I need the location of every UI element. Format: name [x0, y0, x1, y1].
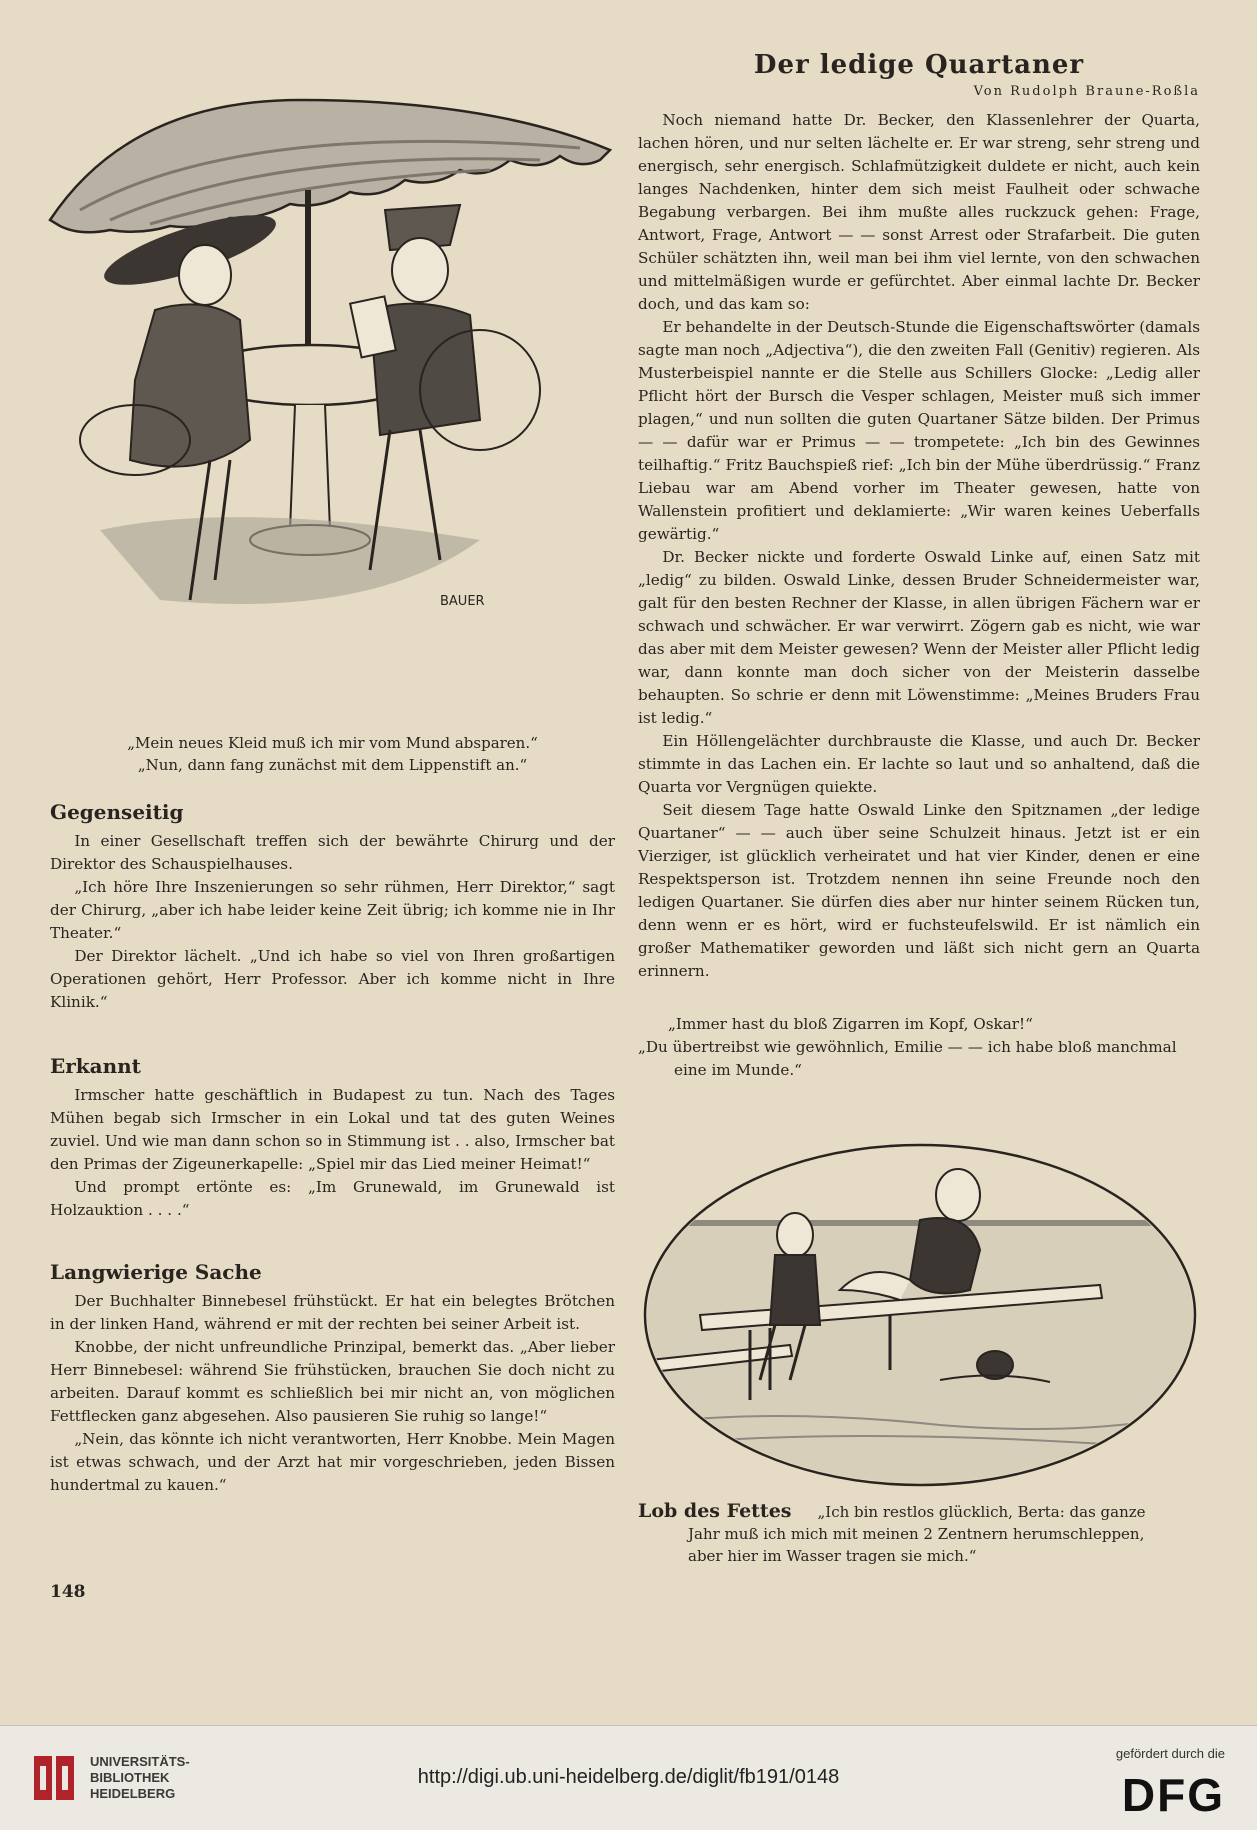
paragraph: In einer Gesellschaft treffen sich der bewährte Chirurg und der Direktor des Schauspielhauses. — [50, 832, 615, 873]
joke-line: eine im Munde.“ — [674, 1061, 802, 1079]
caption-line: „Nun, dann fang zunächst mit dem Lippenstift an.“ — [137, 756, 528, 774]
joke-line: „Immer hast du bloß Zigarren im Kopf, Oskar!“ — [668, 1015, 1033, 1033]
section-gegenseitig — [50, 800, 615, 1014]
paragraph: Und prompt ertönte es: „Im Grunewald, im Grunewald ist Holzauktion . . . .“ — [50, 1178, 615, 1219]
footer-bar — [0, 1725, 1257, 1830]
paragraph: „Ich höre Ihre Inszenierungen so sehr rühmen, Herr Direktor,“ sagt der Chirurg, „aber ich habe leider keine Zeit übrig; ich komme nie in Ihr Theater.“ — [50, 878, 615, 942]
section-heading: Erkannt — [50, 1054, 141, 1078]
cartoon-cafe-illustration — [40, 60, 620, 730]
article-paragraph: Dr. Becker nickte und forderte Oswald Linke auf, einen Satz mit „ledig“ zu bilden. Oswald Linke, dessen Bruder Schneidermeister war, galt für den besten Rechner der Klasse, in allen übrigen Fächern war er schwach und schwächer. Er war verwirrt. Zögern gab es nicht, wie war das aber mit dem Meister gewesen? Wenn der Meister aller Pflicht ledig war, dann konnte man doch sicher von der Meisterin dasselbe behaupten. So schrie er denn mit Löwenstimme: „Meines Bruders Frau ist ledig.“ — [638, 548, 1200, 727]
caption-line: „Ich bin restlos glücklich, Berta: das ganze — [817, 1503, 1146, 1521]
section-heading: Gegenseitig — [50, 800, 184, 824]
section-erkannt — [50, 1054, 615, 1222]
caption-line: „Mein neues Kleid muß ich mir vom Mund absparen.“ — [127, 734, 538, 752]
section-heading: Langwierige Sache — [50, 1260, 262, 1284]
swimmer-girl — [770, 1255, 820, 1325]
paragraph: Der Direktor lächelt. „Und ich habe so viel von Ihren großartigen Operationen gehört, Herr Professor. Aber ich komme nicht in Ihre Klinik.“ — [50, 947, 615, 1011]
dfg-logo[interactable]: DFG — [1121, 1769, 1225, 1821]
left-column — [50, 800, 615, 1523]
paragraph: Der Buchhalter Binnebesel frühstückt. Er hat ein belegtes Brötchen in der linken Hand, während er mit der rechten bei seiner Arbeit ist. — [50, 1292, 615, 1333]
article-byline: Von Rudolph Braune-Roßla — [973, 84, 1200, 99]
library-name-line: HEIDELBERG — [90, 1786, 176, 1801]
cartoon-swimming-illustration — [640, 1140, 1200, 1490]
caption-line: aber hier im Wasser tragen sie mich.“ — [688, 1547, 977, 1565]
right-column — [638, 50, 1200, 1082]
paragraph: Knobbe, der nicht unfreundliche Prinzipal, bemerkt das. „Aber lieber Herr Binnebesel: während Sie frühstücken, brauchen Sie doch nicht zu arbeiten. Darauf kommt es schließlich bei mir nicht an, von möglichen Fettflecken ganz abgesehen. Also pausieren Sie ruhig so lange!“ — [50, 1338, 615, 1425]
joke-line: „Du übertreibst wie gewöhnlich, Emilie — — ich habe bloß manchmal — [638, 1038, 1177, 1056]
article-title: Der ledige Quartaner — [753, 50, 1085, 80]
paragraph: „Nein, das könnte ich nicht verantworten, Herr Knobbe. Mein Magen ist etwas schwach, und der Arzt hat mir vorgeschrieben, jeden Bissen hundertmal zu kauen.“ — [50, 1430, 615, 1494]
article-paragraph: Ein Höllengelächter durchbrauste die Klasse, und auch Dr. Becker stimmte in das Lachen ein. Er lachte so laut und so anhaltend, daß die Quarta vor Vergnügen quiekte. — [638, 732, 1200, 796]
page-number: 148 — [50, 1582, 86, 1602]
article-paragraph: Er behandelte in der Deutsch-Stunde die Eigenschaftswörter (damals sagte man noch „Adjectiva“), die den zweiten Fall (Genitiv) regieren. Als Musterbeispiel nannte er die Stelle aus Schillers Glocke: „Ledig aller Pflicht hört der Bursch die Vesper schlagen, Meister muß sich immer plagen,“ und nun sollten die guten Quartaner Sätze bilden. Der Primus — — dafür war er Primus — — trompetete: „Ich bin des Gewinnes teilhaftig.“ Fritz Bauchspieß rief: „Ich bin der Mühe überdrüssig.“ Franz Liebau war am Abend vorher im Theater gewesen, hatte von Wallenstein profitiert und deklamierte: „Wir waren keines Ueberfalls gewärtig.“ — [638, 318, 1200, 543]
joke-block — [638, 1013, 1200, 1082]
library-name-line: UNIVERSITÄTS- — [90, 1754, 190, 1769]
swimmer-fat — [910, 1218, 980, 1293]
artist-signature: BAUER — [440, 594, 485, 609]
caption-line: Jahr muß ich mich mit meinen 2 Zentnern herumschleppen, — [688, 1525, 1145, 1543]
library-name-line: BIBLIOTHEK — [90, 1770, 170, 1785]
article-paragraph: Seit diesem Tage hatte Oswald Linke den Spitznamen „der ledige Quartaner“ — — auch über seine Schulzeit hinaus. Jetzt ist er ein Vierziger, ist glücklich verheiratet und hat vier Kinder, denen er eine Respektsperson ist. Trotzdem nennen ihn seine Freunde noch den ledigen Quartaner. Sie dürfen dies aber nur hinter seinem Rücken tun, denn wenn er es hört, wird er fuchsteufelswild. Er ist nämlich ein großer Mathematiker geworden und läßt sich nicht gern an Quarta erinnern. — [638, 801, 1200, 980]
caption-title: Lob des Fettes — [638, 1500, 792, 1522]
permalink-url[interactable]: http://digi.ub.uni-heidelberg.de/diglit/fb191/0148 — [417, 1766, 840, 1788]
section-langwierige-sache — [50, 1260, 615, 1497]
funder-note: gefördert durch die — [1115, 1746, 1225, 1761]
article-paragraph: Noch niemand hatte Dr. Becker, den Klassenlehrer der Quarta, lachen hören, und nur selten lächelte er. Er war streng, sehr streng und energisch, sehr energisch. Schlafmützigkeit duldete er nicht, auch kein langes Nachdenken, hinter dem sich meist Faulheit oder schwache Begabung verbargen. Bei ihm mußte alles ruckzuck gehen: Frage, Antwort, Frage, Antwort — — sonst Arrest oder Strafarbeit. Die guten Schüler schätzten ihn, weil man bei ihm viel lernte, von den schwachen und mittelmäßigen wurde er gefürchtet. Aber einmal lachte Dr. Becker doch, und das kam so: — [638, 111, 1200, 313]
paragraph: Irmscher hatte geschäftlich in Budapest zu tun. Nach des Tages Mühen begab sich Irmscher in ein Lokal und tat des guten Weines zuviel. Und wie man dann schon so in Stimmung ist . . also, Irmscher bat den Primas der Zigeunerkapelle: „Spiel mir das Lied meiner Heimat!“ — [50, 1086, 615, 1173]
cartoon-2-caption — [638, 1500, 1200, 1567]
cartoon-1-caption — [50, 732, 615, 776]
